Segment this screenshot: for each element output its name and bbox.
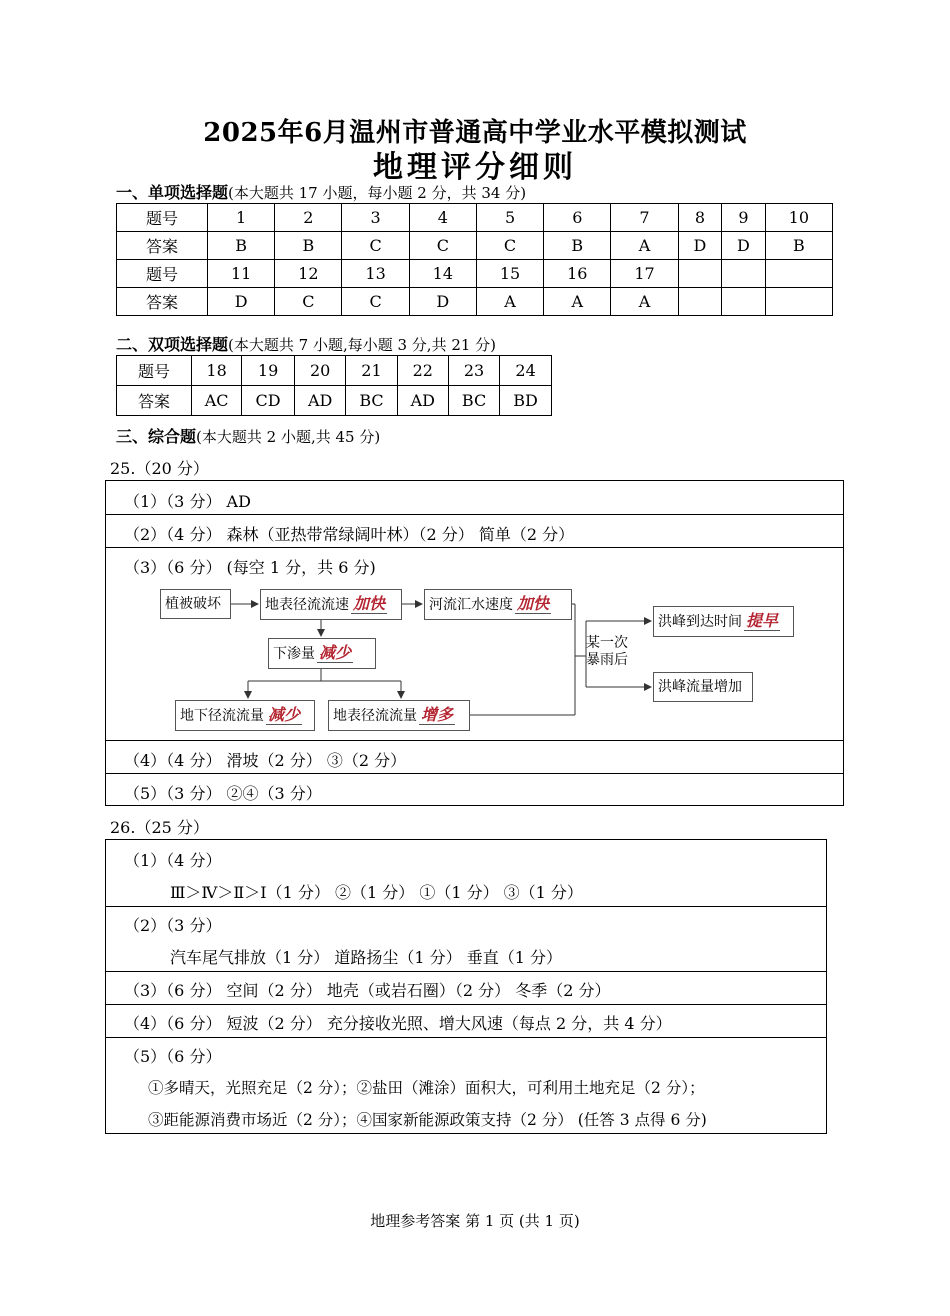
answer-cell: D [722,232,766,260]
question-number: 17 [611,260,678,288]
q25-part1: （1）（3 分） AD [124,492,251,511]
section3-heading [116,424,380,447]
answer-cell [678,288,722,316]
row-label: 题号 [117,356,192,386]
answer-cell: C [342,288,409,316]
node-label: 地表径流流速 [265,597,349,613]
handwritten-answer: 提早 [746,611,779,630]
storm-label-line: 某一次 [586,635,628,651]
q26-part5-line1: ①多晴天，光照充足（2 分）；②盐田（滩涂）面积大，可利用土地充足（2 分）； [148,1079,705,1097]
answer-cell: AD [294,386,345,416]
question-number: 11 [208,260,275,288]
answer-cell: AC [192,386,242,416]
question-number: 15 [476,260,543,288]
storm-label-line: 暴雨后 [586,652,628,668]
answer-cell [722,288,766,316]
q25-part3: （3）（6 分） (每空 1 分，共 6 分) [124,558,376,577]
answer-cell: C [275,288,342,316]
question-number: 22 [397,356,448,386]
row-label: 题号 [117,204,208,232]
q25-header: 25.（20 分） [110,459,209,478]
page-subtitle: 地理评分细则 [373,150,577,185]
question-number: 24 [500,356,552,386]
q26-part4: （4）（6 分） 短波（2 分） 充分接收光照、增大风速（每点 2 分，共 4 分） [124,1014,672,1033]
table-row [117,386,552,416]
answer-cell: A [544,288,611,316]
q25-part5: （5）（3 分） ②④（3 分） [124,784,322,803]
row-label: 答案 [117,232,208,260]
row-label: 答案 [117,386,192,416]
answer-cell: B [765,232,832,260]
handwritten-answer: 减少 [268,705,301,724]
node-label: 下渗量 [273,646,315,662]
handwritten-answer: 加快 [353,594,386,613]
answer-cell: A [611,232,678,260]
question-number: 3 [342,204,409,232]
divider [106,1004,826,1005]
q26-part5-line2: ③距能源消费市场近（2 分）；④国家新能源政策支持（2 分） (任答 3 点得 6 分) [148,1111,707,1129]
exam-title: 2025年6月温州市普通高中学业水平模拟测试 [203,118,747,148]
table-row [117,260,833,288]
question-number: 23 [448,356,499,386]
table-row [117,356,552,386]
question-number: 13 [342,260,409,288]
question-number: 10 [765,204,832,232]
answer-cell: BC [448,386,499,416]
double-choice-table [116,355,552,416]
q26-part2-body: 汽车尾气排放（1 分） 道路扬尘（1 分） 垂直（1 分） [170,948,562,967]
question-number: 20 [294,356,345,386]
node-vegetation-damage [160,589,231,619]
section1-title: 一、单项选择题 [116,183,229,202]
answer-cell: C [476,232,543,260]
section1-heading [116,180,526,203]
answer-cell: D [208,288,275,316]
section2-heading [116,332,496,355]
q26-header: 26.（25 分） [110,818,209,837]
q25-part4: （4）（4 分） 滑坡（2 分） ③（2 分） [124,751,407,770]
question-number: 19 [242,356,295,386]
question-number [722,260,766,288]
answer-cell: A [476,288,543,316]
question-number: 9 [722,204,766,232]
answer-cell: A [611,288,678,316]
handwritten-answer: 增多 [421,705,454,724]
node-label: 洪峰到达时间 [658,614,742,630]
section3-title: 三、综合题 [116,427,197,446]
page-footer: 地理参考答案 第 1 页 (共 1 页) [370,1212,580,1230]
answer-cell: B [544,232,611,260]
section2-note: (本大题共 7 小题,每小题 3 分,共 21 分) [228,336,497,354]
section3-note: (本大题共 2 小题,共 45 分) [196,428,381,446]
answer-cell: B [275,232,342,260]
answer-cell: CD [242,386,295,416]
q25-answer-box [105,480,844,806]
table-row [117,288,833,316]
question-number: 14 [409,260,476,288]
question-number: 5 [476,204,543,232]
section1-note: (本大题共 17 小题，每小题 2 分，共 34 分) [228,184,527,202]
answer-cell: AD [397,386,448,416]
node-river-confluence-speed [424,589,572,620]
answer-cell: D [409,288,476,316]
divider [106,773,843,774]
q26-part1-body: Ⅲ＞Ⅳ＞Ⅱ＞Ⅰ（1 分） ②（1 分） ①（1 分） ③（1 分） [170,883,583,902]
row-label: 答案 [117,288,208,316]
node-peak-arrival-time [653,606,794,637]
q26-answer-box [105,839,827,1134]
node-surface-runoff-volume [328,700,470,731]
node-peak-flow-increase [653,672,753,702]
storm-label [586,635,628,669]
answer-cell: C [409,232,476,260]
question-number: 18 [192,356,242,386]
node-underground-runoff [175,700,315,731]
question-number: 12 [275,260,342,288]
q25-part2: （2）（4 分） 森林（亚热带常绿阔叶林）（2 分） 简单（2 分） [124,525,575,544]
question-number [765,260,832,288]
node-label: 地下径流流量 [180,708,264,724]
question-number: 8 [678,204,722,232]
answer-cell: C [342,232,409,260]
answer-cell: D [678,232,722,260]
answer-cell [765,288,832,316]
answer-cell: BD [500,386,552,416]
question-number: 7 [611,204,678,232]
node-label: 地表径流流量 [333,708,417,724]
question-number: 4 [409,204,476,232]
q26-part2-head: （2）（3 分） [124,916,222,935]
node-surface-runoff-speed [260,589,402,620]
table-row [117,232,833,260]
question-number: 1 [208,204,275,232]
table-row [117,204,833,232]
single-choice-table [116,203,833,316]
q26-part1-head: （1）（4 分） [124,851,222,870]
answer-cell: B [208,232,275,260]
q26-part3: （3）（6 分） 空间（2 分） 地壳（或岩石圈）（2 分） 冬季（2 分） [124,981,611,1000]
section2-title: 二、双项选择题 [116,335,229,354]
answer-cell: BC [346,386,397,416]
question-number: 21 [346,356,397,386]
divider [106,740,843,741]
node-label: 植被破坏 [165,596,221,612]
divider [106,971,826,972]
node-label: 洪峰流量增加 [658,679,742,695]
divider [106,1037,826,1038]
handwritten-answer: 加快 [517,594,550,613]
divider [106,906,826,907]
question-number: 2 [275,204,342,232]
question-number [678,260,722,288]
question-number: 16 [544,260,611,288]
node-infiltration [268,638,376,669]
handwritten-answer: 减少 [319,643,352,662]
node-label: 河流汇水速度 [429,597,513,613]
question-number: 6 [544,204,611,232]
q26-part5-head: （5）（6 分） [124,1047,222,1066]
row-label: 题号 [117,260,208,288]
